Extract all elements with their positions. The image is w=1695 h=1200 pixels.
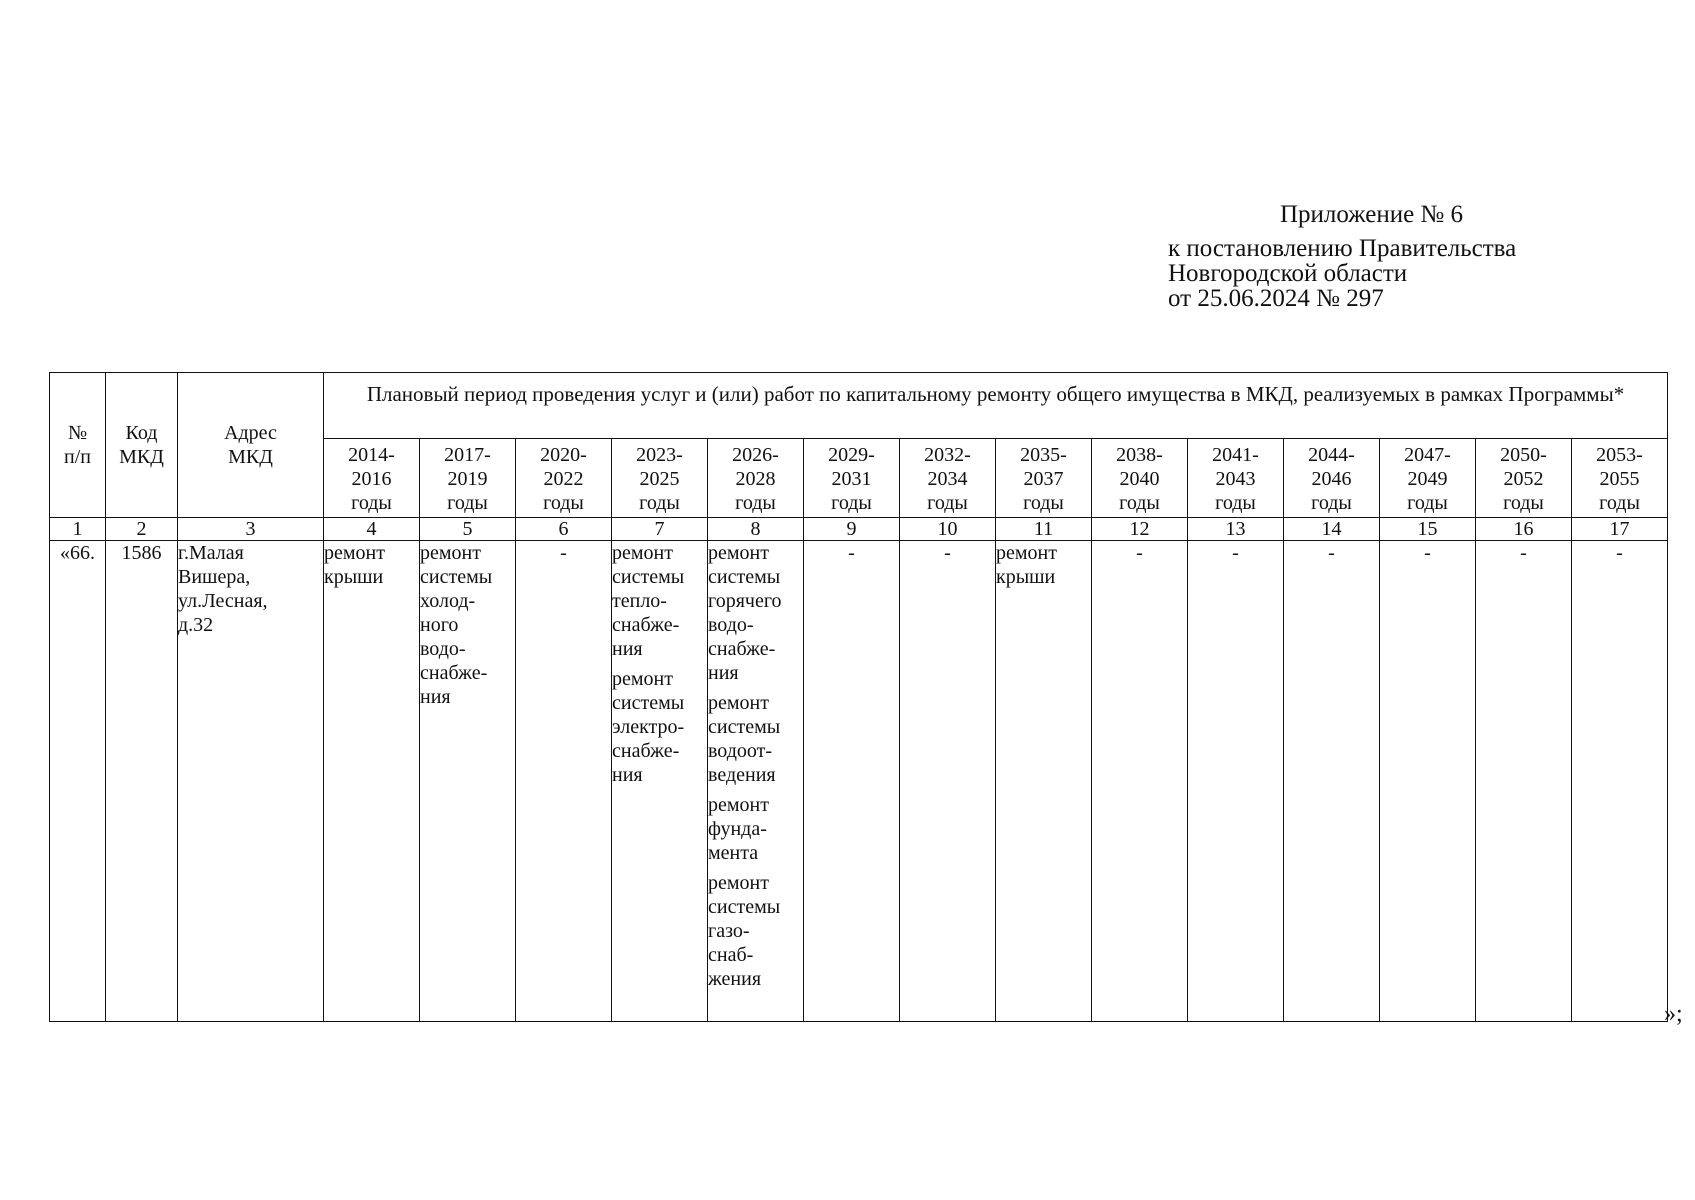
text-line: водо-: [420, 638, 466, 660]
header-period-10: [1188, 439, 1284, 518]
header-period-text: годы: [1311, 492, 1352, 514]
text-line: -: [1328, 542, 1335, 564]
cell-period-13: [1476, 541, 1572, 1022]
text-line: снабже-: [612, 740, 680, 762]
work-item: [1572, 541, 1667, 565]
text-line: системы: [420, 566, 493, 588]
header-period-text: 2035-: [1020, 444, 1067, 466]
text-line: ремонт: [612, 668, 673, 690]
column-number: 15: [1380, 518, 1476, 541]
header-period-text: 2017-: [444, 444, 491, 466]
header-period-text: 2025: [639, 468, 680, 490]
text-line: тепло-: [612, 590, 667, 612]
header-period-text: 2014-: [348, 444, 395, 466]
work-item: [324, 541, 419, 589]
header-period-text: годы: [1407, 492, 1448, 514]
capital-repair-table: [49, 372, 1668, 1022]
text-line: горячего: [708, 590, 782, 612]
header-period-text: 2029-: [828, 444, 875, 466]
cell-period-10: [1188, 541, 1284, 1022]
column-number: 16: [1476, 518, 1572, 541]
text-line: -: [944, 542, 951, 564]
table-row: [50, 541, 1668, 1022]
text-line: газо-: [708, 920, 750, 942]
column-numbers-row: [50, 518, 1668, 541]
text-line: ремонт: [612, 542, 673, 564]
cell-period-14: [1572, 541, 1668, 1022]
header-code: Код МКД: [106, 373, 178, 518]
header-period-1: [324, 439, 420, 518]
column-number: 11: [996, 518, 1092, 541]
text-line: крыши: [324, 566, 384, 588]
work-item: [900, 541, 995, 565]
text-line: ведения: [708, 764, 776, 786]
header-period-text: 2022: [543, 468, 584, 490]
header-period-4: [612, 439, 708, 518]
text-line: -: [1424, 542, 1431, 564]
work-item: [1092, 541, 1187, 565]
work-item: [708, 691, 803, 787]
cell-period-3: [516, 541, 612, 1022]
header-period-text: 2044-: [1308, 444, 1355, 466]
header-period-6: [804, 439, 900, 518]
text-line: снабже-: [612, 614, 680, 636]
header-period-text: годы: [1119, 492, 1160, 514]
text-line: ремонт: [708, 692, 769, 714]
text-line: -: [560, 542, 567, 564]
work-item: [1284, 541, 1379, 565]
header-period-text: 2019: [447, 468, 488, 490]
text-line: Вишера,: [178, 566, 251, 588]
header-period-text: годы: [831, 492, 872, 514]
header-period-5: [708, 439, 804, 518]
header-period-text: 2031: [831, 468, 872, 490]
header-period-8: [996, 439, 1092, 518]
text-line: снабже-: [420, 662, 488, 684]
text-line: снабже-: [708, 638, 776, 660]
text-line: ния: [420, 686, 451, 708]
work-item: [708, 541, 803, 685]
text-line: ремонт: [420, 542, 481, 564]
work-item: [612, 541, 707, 661]
header-period-text: 2037: [1023, 468, 1064, 490]
text-line: крыши: [996, 566, 1056, 588]
header-period-11: [1284, 439, 1380, 518]
header-period-text: 2026-: [732, 444, 779, 466]
column-number: 5: [420, 518, 516, 541]
work-item: [1476, 541, 1571, 565]
header-period-text: 2034: [927, 468, 968, 490]
cell-code: 1586: [106, 541, 178, 1022]
text-line: -: [1616, 542, 1623, 564]
header-period-text: 2052: [1503, 468, 1544, 490]
header-period-text: годы: [1215, 492, 1256, 514]
header-period-3: [516, 439, 612, 518]
text-line: водоот-: [708, 740, 773, 762]
header-period-text: 2041-: [1212, 444, 1259, 466]
column-number: 6: [516, 518, 612, 541]
cell-period-7: [900, 541, 996, 1022]
header-period-text: 2055: [1599, 468, 1640, 490]
text-line: ния: [708, 662, 739, 684]
header-period-text: 2032-: [924, 444, 971, 466]
column-number: 9: [804, 518, 900, 541]
header-period-text: 2020-: [540, 444, 587, 466]
appendix-line: от 25.06.2024 № 297: [1168, 285, 1384, 312]
text-line: системы: [612, 566, 685, 588]
text-line: ния: [612, 764, 643, 786]
cell-period-4: [612, 541, 708, 1022]
header-period-text: годы: [543, 492, 584, 514]
cell-period-8: [996, 541, 1092, 1022]
text-line: холод-: [420, 590, 476, 612]
column-number: 10: [900, 518, 996, 541]
text-line: г.Малая: [178, 542, 244, 564]
text-line: ния: [612, 638, 643, 660]
text-line: ремонт: [324, 542, 385, 564]
cell-period-11: [1284, 541, 1380, 1022]
header-period-text: годы: [1503, 492, 1544, 514]
header-period-2: [420, 439, 516, 518]
column-number: 14: [1284, 518, 1380, 541]
cell-num: «66.: [50, 541, 106, 1022]
work-item: [708, 793, 803, 865]
text-line: -: [848, 542, 855, 564]
column-number: 3: [178, 518, 324, 541]
text-line: ремонт: [708, 794, 769, 816]
header-period-text: 2053-: [1596, 444, 1643, 466]
text-line: ул.Лесная,: [178, 590, 268, 612]
text-line: ремонт: [708, 872, 769, 894]
header-period-14: [1572, 439, 1668, 518]
cell-period-1: [324, 541, 420, 1022]
cell-period-2: [420, 541, 516, 1022]
closing-quote: »;: [1664, 1001, 1683, 1027]
work-item: [996, 541, 1091, 589]
text-line: системы: [708, 716, 781, 738]
text-line: водо-: [708, 614, 754, 636]
header-period-12: [1380, 439, 1476, 518]
header-period-title: Плановый период проведения услуг и (или) работ по капитальному ремонту общего имущества в МКД, реализуемых в рамках Программы*: [324, 373, 1668, 439]
header-period-text: годы: [1023, 492, 1064, 514]
appendix-title: Приложение № 6: [1280, 201, 1464, 228]
text-line: системы: [708, 896, 781, 918]
header-period-text: годы: [735, 492, 776, 514]
header-period-9: [1092, 439, 1188, 518]
header-period-text: 2043: [1215, 468, 1256, 490]
header-period-text: годы: [447, 492, 488, 514]
cell-period-5: [708, 541, 804, 1022]
work-item: [1380, 541, 1475, 565]
cell-period-12: [1380, 541, 1476, 1022]
header-period-text: 2023-: [636, 444, 683, 466]
column-number: 17: [1572, 518, 1668, 541]
header-period-text: годы: [639, 492, 680, 514]
text-line: системы: [612, 692, 685, 714]
column-number: 8: [708, 518, 804, 541]
text-line: мента: [708, 842, 759, 864]
header-num: № п/п: [50, 373, 106, 518]
header-period-text: 2038-: [1116, 444, 1163, 466]
column-number: 7: [612, 518, 708, 541]
cell-period-9: [1092, 541, 1188, 1022]
appendix-line: Новгородской области: [1168, 260, 1408, 287]
column-number: 2: [106, 518, 178, 541]
column-number: 4: [324, 518, 420, 541]
header-period-text: 2046: [1311, 468, 1352, 490]
header-period-text: 2016: [351, 468, 392, 490]
text-line: ремонт: [996, 542, 1057, 564]
text-line: -: [1232, 542, 1239, 564]
work-item: [1188, 541, 1283, 565]
header-period-text: 2040: [1119, 468, 1160, 490]
header-period-text: 2047-: [1404, 444, 1451, 466]
header-period-7: [900, 439, 996, 518]
work-item: [516, 541, 611, 565]
header-address: Адрес МКД: [178, 373, 324, 518]
appendix-line: к постановлению Правительства: [1168, 235, 1517, 262]
text-line: фунда-: [708, 818, 767, 840]
appendix-block: [1168, 202, 1588, 311]
text-line: -: [1136, 542, 1143, 564]
text-line: -: [1520, 542, 1527, 564]
column-number: 13: [1188, 518, 1284, 541]
header-period-text: 2028: [735, 468, 776, 490]
header-period-text: годы: [351, 492, 392, 514]
work-item: [708, 871, 803, 991]
header-period-13: [1476, 439, 1572, 518]
column-number: 1: [50, 518, 106, 541]
text-line: жения: [708, 968, 762, 990]
work-item: [804, 541, 899, 565]
header-period-text: годы: [927, 492, 968, 514]
column-number: 12: [1092, 518, 1188, 541]
text-line: электро-: [612, 716, 685, 738]
text-line: ремонт: [708, 542, 769, 564]
text-line: снаб-: [708, 944, 754, 966]
cell-period-6: [804, 541, 900, 1022]
text-line: д.32: [178, 614, 214, 636]
work-item: [420, 541, 515, 709]
text-line: системы: [708, 566, 781, 588]
cell-address: [178, 541, 324, 1022]
header-period-text: годы: [1599, 492, 1640, 514]
work-item: [612, 667, 707, 787]
header-period-text: 2049: [1407, 468, 1448, 490]
header-period-text: 2050-: [1500, 444, 1547, 466]
text-line: ного: [420, 614, 459, 636]
